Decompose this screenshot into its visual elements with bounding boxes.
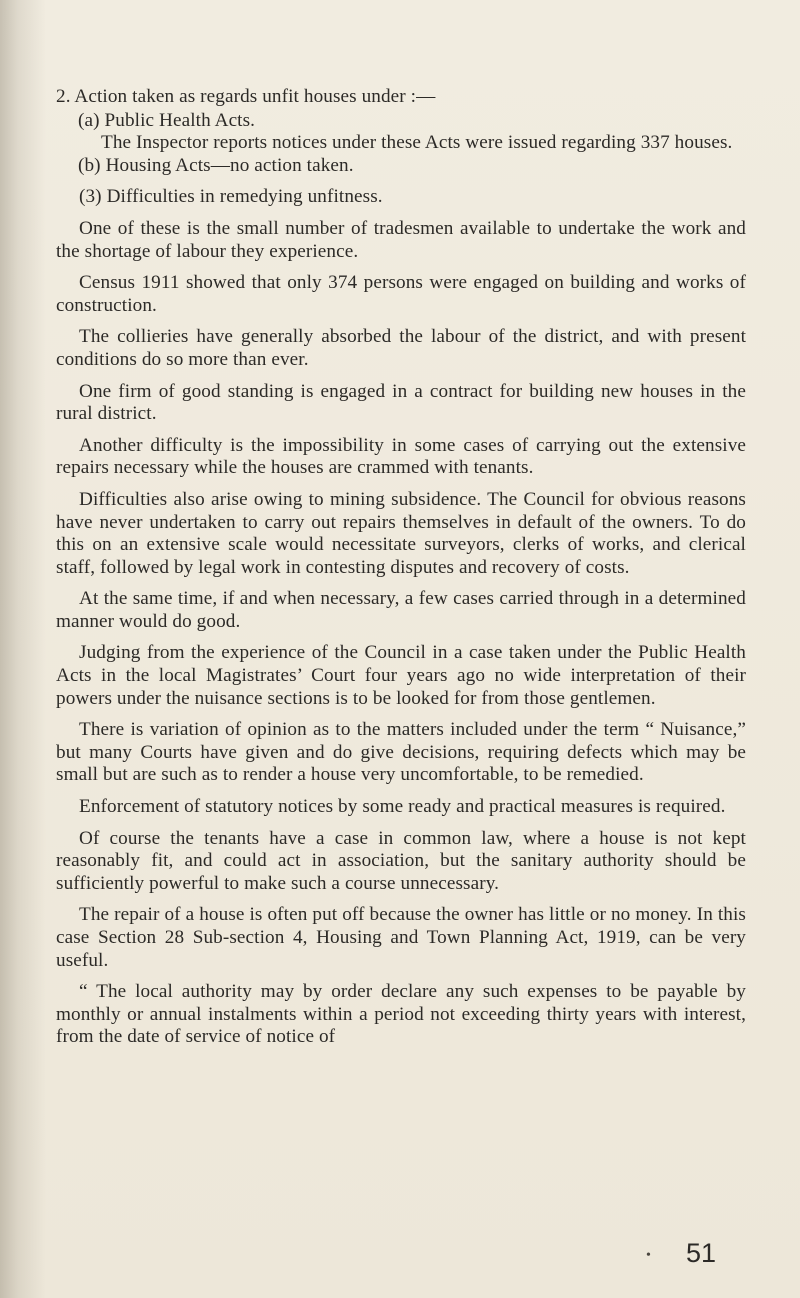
paragraph: One firm of good standing is engaged in a contract for building new houses in the rural district. [56,380,746,425]
paragraph: Census 1911 showed that only 374 persons were engaged on building and works of construction. [56,272,746,316]
document-body [56,86,746,1058]
page-number: 51 [686,1238,717,1268]
bullet-mark: • [646,1248,651,1263]
paragraph: There is variation of opinion as to the matters included under the term “ Nuisance,” but many Courts have given and do give decisions, requiring defects which may be small but are such as to render a house very uncomfortable, to be remedied. [56,719,746,786]
paragraph: At the same time, if and when necessary, a few cases carried through in a determined manner would do good. [56,588,746,632]
paragraph: One of these is the small number of tradesmen available to undertake the work and the shortage of labour they experience. [56,217,746,262]
paragraph: Enforcement of statutory notices by some ready and practical measures is required. [79,796,726,818]
section-heading: 2. Action taken as regards unfit houses under :— [56,86,436,107]
paragraph: Of course the tenants have a case in common law, where a house is not kept reasonably fit, and could act in association, but the sanitary authority should be sufficiently powerful to make such a course unnecessary. [56,827,746,894]
paragraph: The collieries have generally absorbed the labour of the district, and with present conditions do so more than ever. [56,326,746,370]
paragraph: The repair of a house is often put off because the owner has little or no money. In this case Section 28 Sub-section 4, Housing and Town Planning Act, 1919, can be very useful. [56,904,746,971]
subsection-a: (a) Public Health Acts. [78,109,256,131]
paragraph: “ The local authority may by order declare any such expenses to be payable by monthly or annual instalments within a period not exceeding thirty years with interest, from the date of service of notice of [56,981,746,1048]
subsection-b: (b) Housing Acts—no action taken. [78,154,354,176]
subsection-a-detail: The Inspector reports notices under these Acts were issued regarding 337 houses. [101,132,733,154]
paragraph: Difficulties also arise owing to mining subsidence. The Council for obvious reasons have never undertaken to carry out repairs themselves in default of the owners. To do this on an extensive scale would necessitate surveyors, clerks of works, and clerical staff, followed by legal work in contesting disputes and recovery of costs. [56,488,746,578]
paragraph: Judging from the experience of the Council in a case taken under the Public Health Acts in the local Magistrates’ Court four years ago no wide interpretation of their powers under the nuisance sections is to be looked for from those gentlemen. [56,642,746,709]
paragraph: Another difficulty is the impossibility in some cases of carrying out the extensive repairs necessary while the houses are crammed with tenants. [56,434,746,479]
item-3-heading: (3) Difficulties in remedying unfitness. [79,186,383,208]
